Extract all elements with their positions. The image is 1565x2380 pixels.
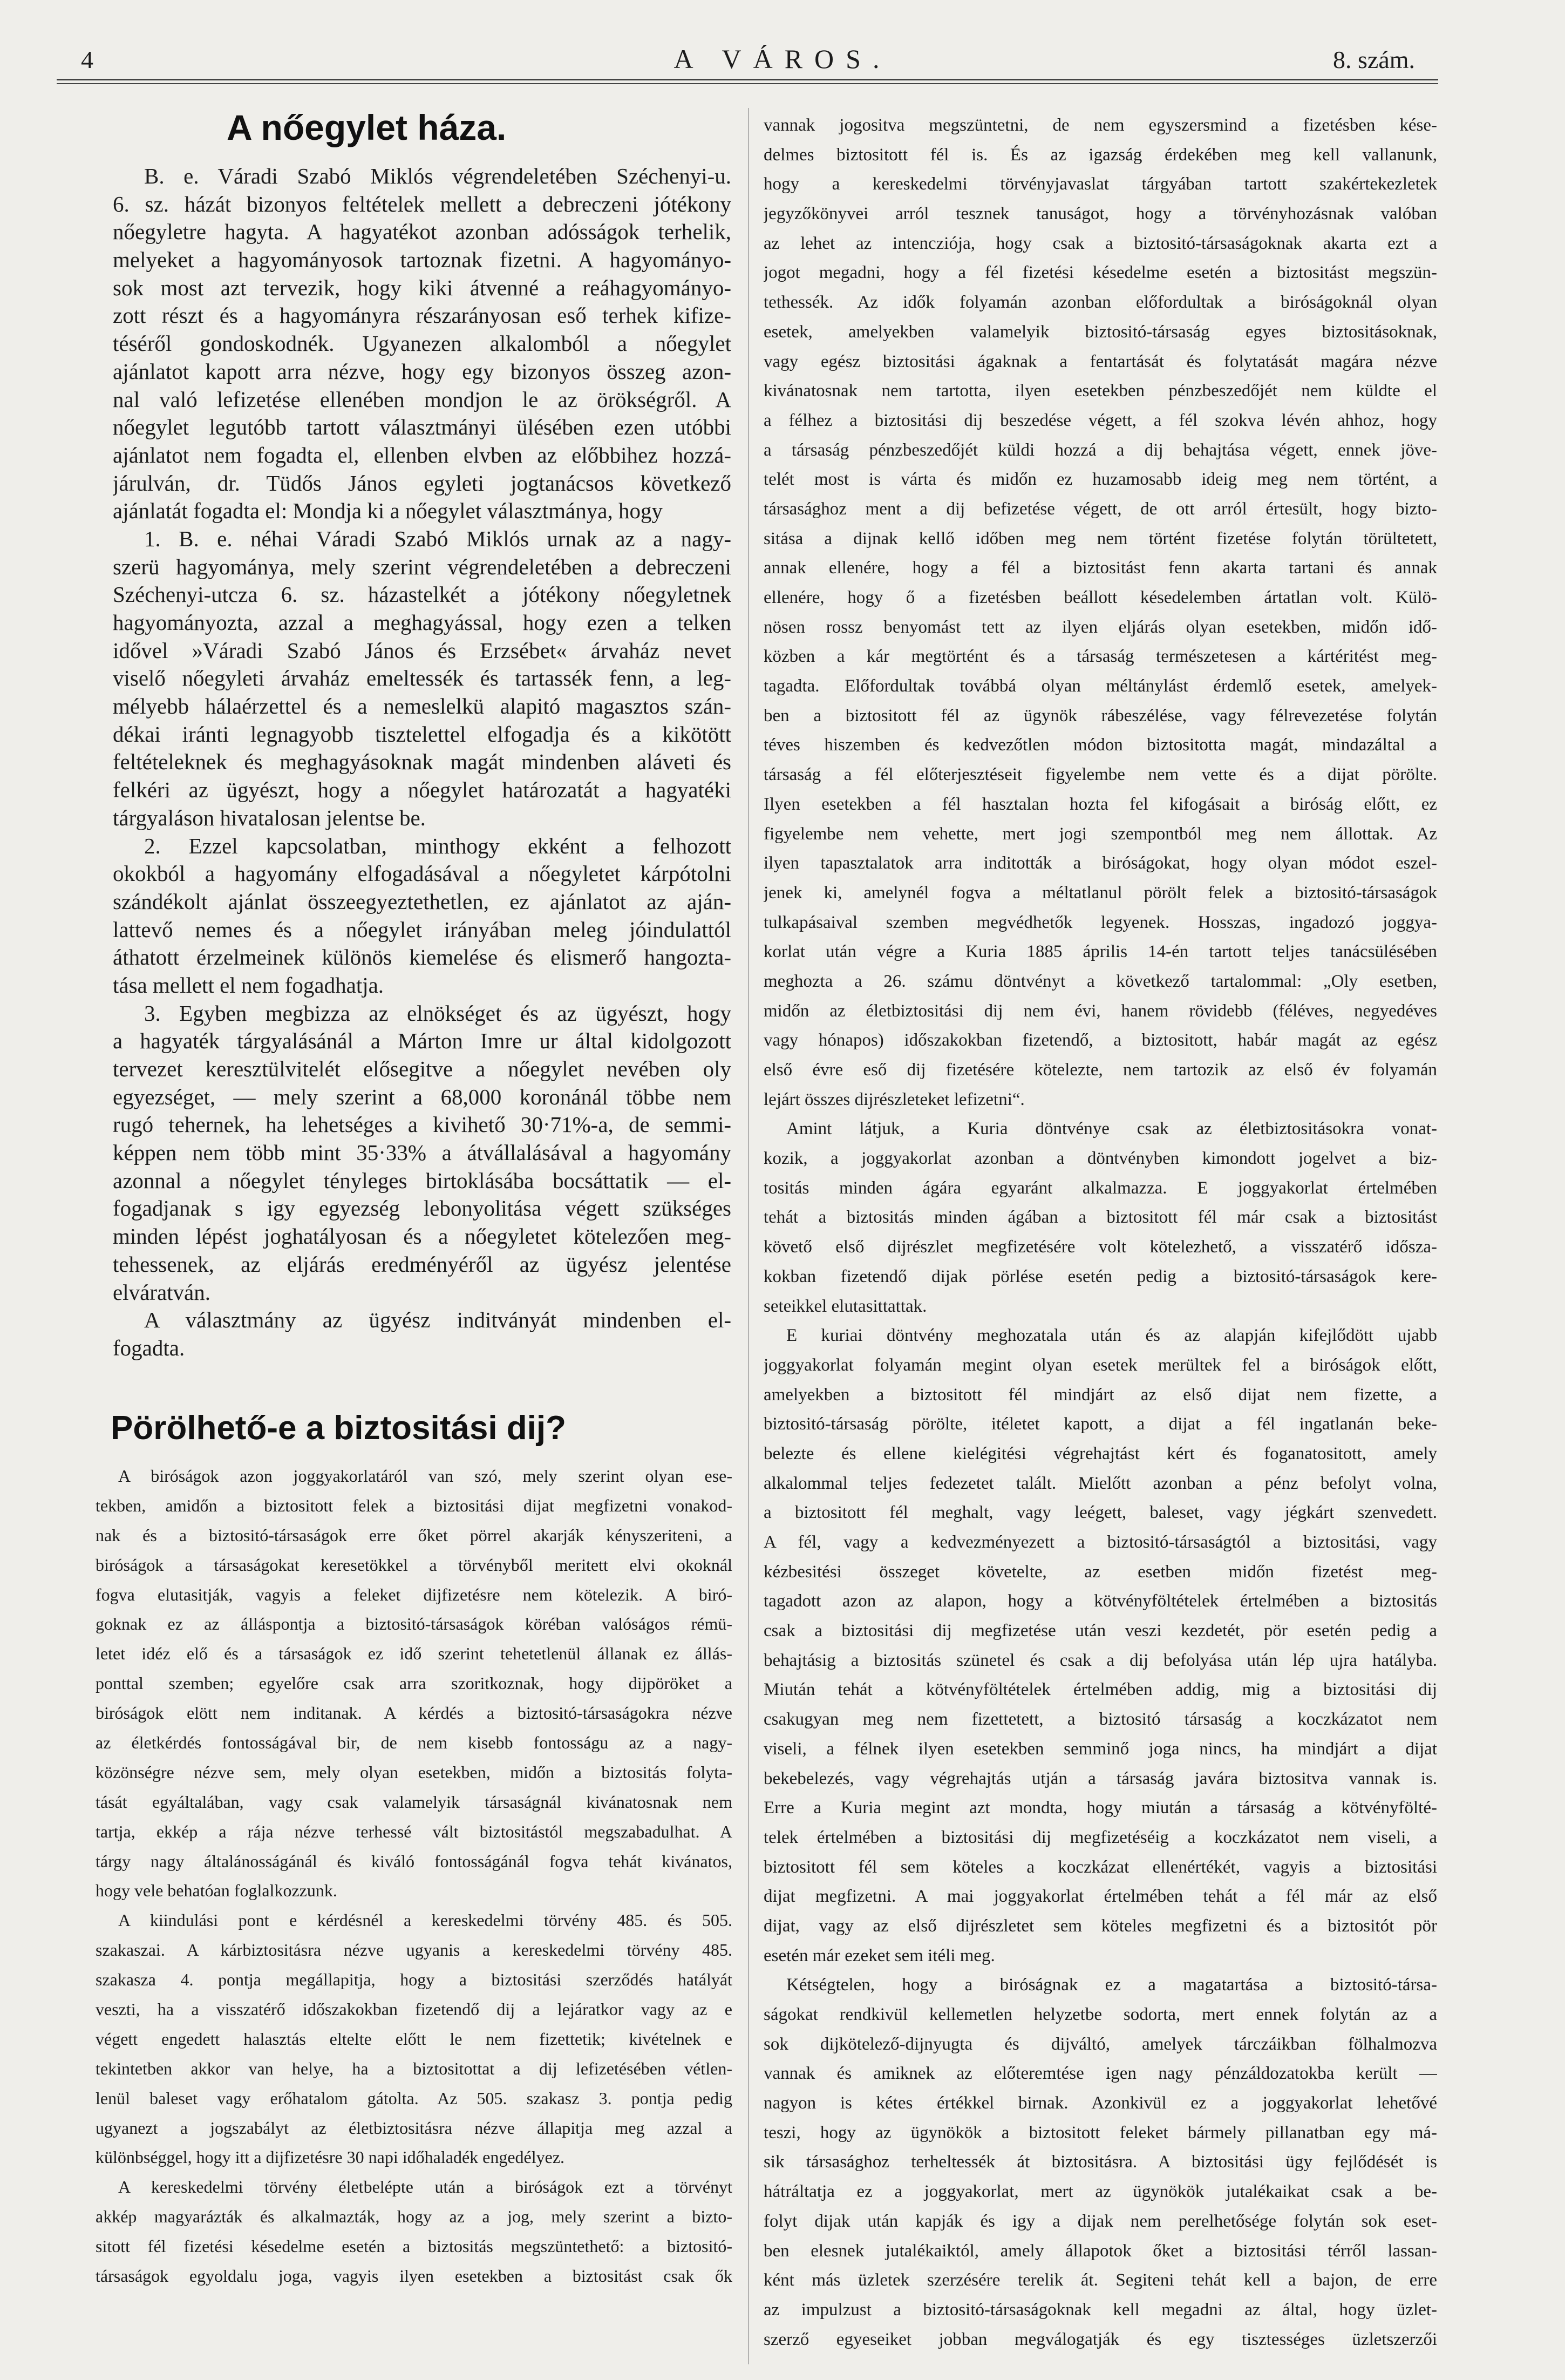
- text-line: társaságok egyoldalu joga, vagyis ilyen esetekben a biztositást csak ők: [96, 2266, 732, 2286]
- text-line: tervezet keresztülvitelét elősegitve a nőegylet nevében oly: [113, 1056, 731, 1081]
- text-line: A kereskedelmi törvény életbelépte után a biróságok ezt a törvényt: [118, 2177, 732, 2197]
- text-line: folyt dijak után kapják és igy a dijak nem perelhetősége folytán sok eset-: [764, 2211, 1437, 2231]
- text-line: dijat, vagy az első dijrészletet sem köteles megfizetni és a biztositót pör: [764, 1916, 1437, 1936]
- text-line: szerü hagyománya, mely szerint végrendeletében a debreczeni: [113, 554, 731, 579]
- text-line: sitott fél fizetési késedelme esetén a biztositás megszüntethető: a biztositó-: [96, 2236, 732, 2256]
- text-line: tulkapásaival szemben megvédhetők legyenek. Hosszas, ingadozó joggya-: [764, 912, 1437, 932]
- text-line: első évre eső dij fizetésére kötelezte, nem tartozik az első év folyamán: [764, 1060, 1437, 1080]
- text-line: A fél, vagy a kedvezményezett a biztositó-társaságtól a biztositási, vagy: [764, 1533, 1437, 1552]
- text-line: okokból a hagyomány elfogadásával a nőegyletet kárpótolni: [113, 861, 731, 886]
- text-line: ajánlatát fogadta el: Mondja ki a nőegylet választmánya, hogy: [113, 498, 663, 524]
- text-line: ellenére, hogy ő a fizetésben beállott késedelemben ártatlan volt. Külö-: [764, 588, 1437, 607]
- text-line: nőegyletre hagyta. A hagyatékot azonban adósságok terhelik,: [113, 219, 731, 245]
- text-line: dékai iránti legnagyobb tisztelettel elfogadja és a kikötött: [113, 721, 731, 747]
- text-line: társaság a fél előterjesztéseit figyelembe nem vette és a dijat pörölte.: [764, 765, 1437, 785]
- text-line: 6. sz. házát bizonyos feltételek mellett a debreczeni jótékony: [113, 191, 731, 216]
- text-line: viseli, a félnek ilyen esetekben semminő joga nincs, ha mindjárt a dijat: [764, 1739, 1437, 1759]
- text-line: közönségre nézve sem, mely olyan esetekben, midőn a biztositás folyta-: [96, 1762, 732, 1782]
- text-line: társasághoz ment a dij befizetése végett, de ott arról értesült, hogy bizto-: [764, 499, 1437, 519]
- text-line: B. e. Váradi Szabó Miklós végrendeletében Széchenyi-u.: [144, 164, 731, 188]
- text-line: rugó tehernek, ha lehetséges a kivihető 30·71%-a, de semmi-: [113, 1112, 731, 1137]
- text-line: tehessenek, az eljárás eredményéről az ügyész jelentése: [113, 1251, 731, 1277]
- text-line: lenül baleset vagy erőhatalom gátolta. Az 505. szakasz 3. pontja pedig: [96, 2088, 732, 2108]
- text-line: melyeket a hagyományosok tartoznak fizetni. A hagyományo-: [113, 247, 731, 273]
- text-line: az impulzust a biztositó-társaságoknak kell megadni az által, hogy üzlet-: [764, 2300, 1437, 2320]
- text-line: belezte és ellene kielégitési végrehajtást kért és foganatositott, amely: [764, 1443, 1437, 1463]
- text-line: zott részt és a hagyományra részarányosan eső terhek kifize-: [113, 303, 731, 328]
- text-line: Amint látjuk, a Kuria döntvénye csak az életbiztositásokra vonat-: [786, 1119, 1437, 1139]
- text-line: szándékolt ajánlat összeegyeztethetlen, ez ajánlatot az aján-: [113, 889, 731, 914]
- text-line: esetek, amelyekben valamelyik biztositó-társaság egyes biztositásoknak,: [764, 322, 1437, 342]
- paragraph: [113, 162, 731, 525]
- text-line: biztositó-társaság pörölte, itéletet kapott, a dijat a fél ingatlanán beke-: [764, 1414, 1437, 1434]
- text-line: csak a biztositási dij megfizetése után veszi kezdetét, pör esetén pedig a: [764, 1621, 1437, 1641]
- paragraph: [764, 1321, 1437, 1970]
- text-line: delmes biztositott fél is. És az igazság érdekében meg kell vallanunk,: [764, 145, 1437, 165]
- text-line: a hagyaték tárgyalásánál a Márton Imre ur által kidolgozott: [113, 1028, 731, 1054]
- article-title-biztositasi-dij: Pörölhető-e a biztositási dij?: [111, 1409, 566, 1447]
- text-line: hátráltatja ez a joggyakorlat, mert az ügynökök jutalékaikat csak a be-: [764, 2182, 1437, 2202]
- right-column-body: [764, 111, 1437, 2354]
- text-line: A kiindulási pont e kérdésnél a kereskedelmi törvény 485. és 505.: [118, 1910, 732, 1930]
- text-line: jenek ki, amelynél fogva a méltatlanul pörölt felek a biztositó-társaságok: [764, 883, 1437, 903]
- text-line: ajánlatot nem fogadta el, ellenben elvben az előbbihez hozzá-: [113, 442, 731, 467]
- header-rule-lower: [57, 83, 1438, 84]
- text-line: ponttal szemben; egyelőre csak arra szoritkoznak, hogy dijpöröket a: [96, 1673, 732, 1693]
- text-line: fogadta.: [113, 1335, 185, 1360]
- text-line: képpen nem több mint 35·33% a átvállalásával a hagyomány: [113, 1140, 731, 1165]
- text-line: téséről gondoskodnék. Ugyanezen alkalomból a nőegylet: [113, 331, 731, 356]
- paragraph: [96, 2172, 732, 2291]
- article-title-noegylet: A nőegylet háza.: [227, 107, 507, 147]
- text-line: feltételeknek és meghagyásoknak magát mindenben aláveti és: [113, 749, 731, 775]
- text-line: midőn az életbiztositási dij nem évi, hanem rövidebb (féléves, negyedéves: [764, 1001, 1437, 1021]
- text-line: vannak jogositva megszüntetni, de nem egyszersmind a fizetésben kése-: [764, 116, 1437, 135]
- text-line: E kuriai döntvény meghozatala után és az alapján kifejlődött ujabb: [786, 1326, 1437, 1346]
- text-line: biróságok a társaságokat keresetökkel a törvényből meritett elvi okoknál: [96, 1555, 732, 1575]
- text-line: hogy a kereskedelmi törvényjavaslat tárgyában tartott szakértekezletek: [764, 174, 1437, 194]
- text-line: telét most is várta és midőn ez huzamosabb ideig meg nem történt, a: [764, 470, 1437, 490]
- text-line: letet idéz elő és a társaságok ez idő szerint tehetetlenül állanak ez állás-: [96, 1644, 732, 1664]
- text-line: tárgy nagy általánosságánál és kiváló fontosságánál fogva tehát kivánatos,: [96, 1851, 732, 1871]
- text-line: szakaszai. A kárbiztositásra nézve ugyanis a kereskedelmi törvény 485.: [96, 1940, 732, 1960]
- text-line: tása mellett el nem fogadhatja.: [113, 972, 384, 998]
- text-line: tagadott azon az alapon, hogy a kötvényföltételek értelmében a biztositás: [764, 1591, 1437, 1611]
- text-line: szerző egyeseiket jobban megválogatják és egy tisztességes üzletszerzői: [764, 2329, 1437, 2349]
- text-line: A választmány az ügyész inditványát mindenben el-: [144, 1307, 731, 1333]
- text-line: meghozta a 26. számu döntvényt a következő tartalommal: „Oly esetben,: [764, 971, 1437, 991]
- text-line: figyelembe nem vehette, mert jogi szempontból meg nem állottak. Az: [764, 824, 1437, 844]
- text-line: veszti, ha a visszatérő időszakokban fizetendő dij a lejáratkor vagy az e: [96, 1999, 732, 2019]
- text-line: 1. B. e. néhai Váradi Szabó Miklós urnak az a nagy-: [144, 526, 731, 551]
- text-line: a félhez a biztositási dij beszedése végett, a fél szokva lévén ahhoz, hogy: [764, 410, 1437, 430]
- text-line: járulván, dr. Tüdős János egyleti jogtanácsos következő: [113, 470, 731, 496]
- text-line: kozik, a joggyakorlat azonban a döntvényben kimondott jogelvet a biz-: [764, 1149, 1437, 1169]
- text-line: telek értelmében a biztositási dij megfizetéséig a koczkázatot nem viseli, a: [764, 1827, 1437, 1847]
- text-line: Miután tehát a kötvényföltételek értelmében addig, mig a biztositási dij: [764, 1680, 1437, 1700]
- text-line: ként más üzletek szerzésére terelik át. Segiteni tehát kell a bajon, de erre: [764, 2270, 1437, 2290]
- text-line: idővel »Váradi Szabó János és Erzsébet« árvaház nevet: [113, 638, 731, 663]
- text-line: különbséggel, hogy itt a dijfizetésre 30 napi időhaladék engedélyez.: [96, 2147, 565, 2167]
- text-line: vannak és amiknek az előteremtése igen nagy pénzáldozatokba került —: [764, 2064, 1437, 2084]
- text-line: a biztositott fél meghalt, vagy leégett, baleset, vagy jégkárt szenvedett.: [764, 1503, 1437, 1523]
- header-rule: [57, 79, 1438, 80]
- text-line: akkép magyarázták és alkalmazták, hogy az a jog, mely szerint a bizto-: [96, 2207, 732, 2227]
- text-line: Ilyen esetekben a fél hasztalan hozta fel kifogásait a biróság előtt, ez: [764, 794, 1437, 814]
- text-line: amelyekben a biztositott fél mindjárt az első dijat nem fizette, a: [764, 1385, 1437, 1405]
- text-line: ilyen tapasztalatok arra inditották a biróságokat, hogy olyan módot eszel-: [764, 853, 1437, 873]
- paragraph: [113, 1000, 731, 1307]
- article-body-noegylet: [113, 162, 731, 1362]
- text-line: jogot megadni, hogy a fél fizetési késedelme esetén a biztositást megszün-: [764, 263, 1437, 283]
- text-line: korlat után végre a Kuria 1885 április 14-én tartott teljes tanácsülésében: [764, 942, 1437, 962]
- text-line: fogva elutasitják, vagyis a feleket dijfizetésre nem kötelezik. A biró-: [96, 1584, 732, 1604]
- text-line: vagy egész biztositási ágaknak a fentartását és folytatását magára nézve: [764, 351, 1437, 371]
- text-line: Erre a Kuria megint azt mondta, hogy miután a társaság a kötvényfölté-: [764, 1798, 1437, 1818]
- text-line: az lehet az intencziója, hogy csak a biztositó-társaságoknak akarta ezt a: [764, 233, 1437, 253]
- text-line: viselő nőegyleti árvaház emeltessék és tartassék fenn, a leg-: [113, 666, 731, 691]
- text-line: biróságok elött nem inditanak. A kérdés a biztositó-társaságokra nézve: [96, 1703, 732, 1723]
- text-line: seteikkel elutasittattak.: [764, 1296, 927, 1316]
- text-line: mélyebb hálaérzettel és a nemeslelkü alapitó magasztos szán-: [113, 694, 731, 719]
- text-line: felkéri az ügyészt, hogy a nőegylet határozatát a hagyatéki: [113, 777, 731, 803]
- text-line: nőegylet legutóbb tartott választmányi ülésében ezen utóbbi: [113, 415, 731, 440]
- page-number: 4: [81, 46, 93, 73]
- text-line: sok most azt tervezik, hogy kiki átvenné a reáhagyományo-: [113, 275, 731, 300]
- text-line: ságokat rendkivül kellemetlen helyzetbe sodorta, mert ennek folytán az a: [764, 2005, 1437, 2024]
- text-line: behajtásig a biztositás szünetel és csak a dij befolyása után lép ujra hatályba.: [764, 1650, 1437, 1670]
- text-line: ben elesnek jutalékaiktól, amely állapotok őket a biztositási térről lassan-: [764, 2241, 1437, 2261]
- text-line: közben a kár megtörtént és a társaság természetesen a kártéritést meg-: [764, 647, 1437, 667]
- text-line: tását egyáltalában, vagy csak valamelyik társaságnál kivánatosnak nem: [96, 1792, 732, 1812]
- text-line: tekben, amidőn a biztositott felek a biztositási dijat megfizetni vonakod-: [96, 1495, 732, 1515]
- text-line: tethessék. Az idők folyamán azonban előfordultak a biróságoknál olyan: [764, 293, 1437, 313]
- text-line: kézbesitési összeget követelte, az esetben midőn fizetést meg-: [764, 1562, 1437, 1582]
- paragraph: [113, 525, 731, 832]
- text-line: kivánatosnak nem tartotta, ilyen esetekben pénzbeszedőjét nem küldte el: [764, 381, 1437, 401]
- paragraph: [96, 1906, 732, 2172]
- text-line: goknak ez az álláspontja a biztositó-társaságok köréban valóságos rémü-: [96, 1614, 732, 1634]
- text-line: hagyományozta, azzal a meghagyással, hogy ezen a telken: [113, 610, 731, 635]
- text-line: ajánlatot kapott arra nézve, hogy egy bizonyos összeg azon-: [113, 358, 731, 384]
- text-line: joggyakorlat folyamán megint olyan esetek merültek fel a biróságok előtt,: [764, 1355, 1437, 1375]
- text-line: ugyanezt a jogszabályt az életbiztositásra nézve állapitja meg azzal a: [96, 2118, 732, 2138]
- paragraph: [113, 1306, 731, 1362]
- text-line: sik társasághoz terheltessék át biztositásra. A biztositási ügy fejlődését is: [764, 2152, 1437, 2172]
- issue-number: 8. szám.: [1333, 46, 1416, 73]
- text-line: tekintetben akkor van helye, ha a biztositottat a dij lefizetésében vétlen-: [96, 2058, 732, 2078]
- text-line: azonnal a nőegylet tényleges birtoklásába bocsáttatik — el-: [113, 1168, 731, 1193]
- text-line: annak ellenére, hogy a fél a biztositást fenn akarta tartani és annak: [764, 558, 1437, 578]
- text-line: téves hiszemben és kedvezőtlen módon biztositotta magát, mindazáltal a: [764, 735, 1437, 755]
- paragraph: [764, 111, 1437, 1114]
- text-line: A biróságok azon joggyakorlatáról van szó, mely szerint olyan ese-: [118, 1466, 732, 1486]
- text-line: lattevő nemes és a nőegylet irányában meleg jóindulattól: [113, 917, 731, 942]
- text-line: áthatott érzelmeinek különös kiemelése és elismerő hangozta-: [113, 945, 731, 970]
- column-divider: [748, 108, 749, 2364]
- text-line: tagadta. Előfordultak továbbá olyan méltánylást érdemlő esetek, amelyek-: [764, 676, 1437, 696]
- text-line: vagy hónapos) időszakokban fizetendő, a biztositott, habár magát az egész: [764, 1030, 1437, 1050]
- text-line: biztositott fél sem köteles a koczkázat ellenértékét, vagyis a biztositási: [764, 1857, 1437, 1877]
- text-line: csakugyan meg nem fizettetett, a biztositó társaság a koczkázatot nem: [764, 1710, 1437, 1730]
- text-line: tositás minden ágára egyaránt alkalmazza. E joggyakorlat értelmében: [764, 1178, 1437, 1198]
- text-line: nösen rossz benyomást tett az ilyen eljárás olyan esetekben, midőn idő-: [764, 617, 1437, 637]
- text-line: ben a biztositott fél az ügynök rábeszélése, vagy félrevezetése folytán: [764, 706, 1437, 725]
- text-line: követő első dijrészlet megfizetésére volt kötelezhető, a visszatérő idősza-: [764, 1237, 1437, 1257]
- article-body-biztositasi-dij: [96, 1461, 732, 2291]
- text-line: szakasza 4. pontja megállapitja, hogy a biztositási szerződés hatályát: [96, 1970, 732, 1990]
- text-line: esetén már ezeket sem itéli meg.: [764, 1945, 995, 1965]
- text-line: elváratván.: [113, 1279, 210, 1305]
- text-line: tárgyaláson hivatalosan jelentse be.: [113, 805, 426, 830]
- text-line: sitása a dijnak kellő időben meg nem történt fizetése folytán törültetett,: [764, 528, 1437, 548]
- text-line: nak és a biztositó-társaságok erre őket pörrel akarják kényszeriteni, a: [96, 1525, 732, 1545]
- text-line: alkalommal teljes fedezetet talált. Mielőtt azonban a pénz befolyt volna,: [764, 1473, 1437, 1493]
- paragraph: [113, 832, 731, 1000]
- paragraph: [96, 1461, 732, 1906]
- text-line: nal való lefizetése ellenében mondjon le az örökségről. A: [113, 387, 731, 412]
- text-line: minden lépést joghatályosan és a nőegyletet kötelezően meg-: [113, 1224, 731, 1249]
- text-line: Széchenyi-utcza 6. sz. házastelkét a jótékony nőegyletnek: [113, 582, 731, 607]
- paragraph: [764, 1114, 1437, 1321]
- text-line: sok dijkötelező-dijnyugta és dijváltó, amelyek tárczáikban fölhalmozva: [764, 2034, 1437, 2054]
- text-line: végett engedett halasztás eltelte előtt le nem fizettetik; kivételnek e: [96, 2029, 732, 2049]
- text-line: nagyon is kétes értékkel birnak. Azonkivül ez a joggyakorlat lehetővé: [764, 2093, 1437, 2113]
- text-line: 2. Ezzel kapcsolatban, minthogy ekként a felhozott: [144, 833, 731, 858]
- text-line: tehát a biztositás minden ágában a biztositott fél már csak a biztositást: [764, 1208, 1437, 1228]
- text-line: hogy vele behatóan foglalkozzunk.: [96, 1881, 337, 1901]
- text-line: fogadjanak s igy egyezség lebonyolitása végett szükséges: [113, 1196, 731, 1221]
- text-line: kokban fizetendő dijak pörlése esetén pedig a biztositó-társaságok kere-: [764, 1266, 1437, 1286]
- text-line: dijat megfizetni. A mai joggyakorlat értelmében tehát a fél már az első: [764, 1887, 1437, 1907]
- text-line: tartja, ekkép a rája nézve terhessé vált biztositástól megszabadulhat. A: [96, 1821, 732, 1841]
- text-line: teszi, hogy az ügynökök a biztositott feleket bármely pillanatban egy má-: [764, 2123, 1437, 2142]
- text-line: lejárt összes dijrészleteket lefizetni“.: [764, 1089, 1025, 1109]
- text-line: bekebelezés, vagy végrehajtás utján a társaság javára biztositva vannak is.: [764, 1768, 1437, 1788]
- text-line: az életkérdés fontosságával bir, de nem kisebb fontosságu az a nagy-: [96, 1733, 732, 1753]
- text-line: jegyzőkönyvei arról tesznek tanuságot, hogy a törvényhozásnak valóban: [764, 204, 1437, 224]
- text-line: a társaság pénzbeszedőjét küldi hozzá a dij behajtása végett, ennek jöve-: [764, 440, 1437, 460]
- text-line: Kétségtelen, hogy a biróságnak ez a magatartása a biztositó-társa-: [786, 1975, 1437, 1995]
- text-line: egyezséget, — mely szerint a 68,000 koronánál többe nem: [113, 1084, 731, 1109]
- masthead: A VÁROS.: [673, 44, 892, 74]
- text-line: 3. Egyben megbizza az elnökséget és az ügyészt, hogy: [144, 1000, 731, 1026]
- paragraph: [764, 1970, 1437, 2354]
